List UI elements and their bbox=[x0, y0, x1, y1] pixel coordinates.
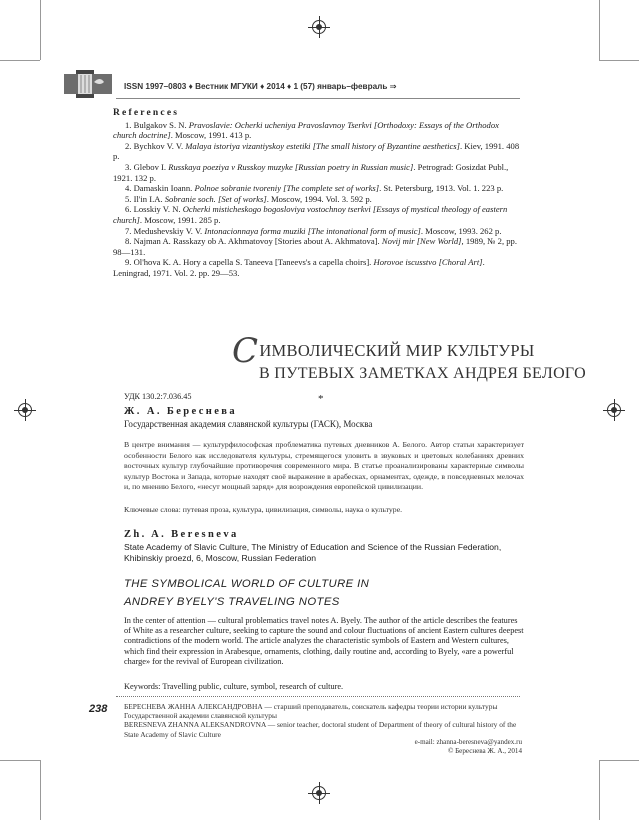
reference-title: Malaya istoriya vizantiyskoy estetiki [The small history of Byzantine aesthetics] bbox=[185, 140, 460, 151]
footer-divider bbox=[116, 696, 520, 697]
article-title-line2: В ПУТЕВЫХ ЗАМЕТКАХ АНДРЕЯ БЕЛОГО bbox=[259, 365, 586, 382]
author-note bbox=[124, 702, 524, 739]
reference-details: , 1989, № 2, pp. 98—131. bbox=[113, 236, 517, 257]
reference-item bbox=[113, 257, 523, 278]
reference-details: . Moscow, 1991. 413 p. bbox=[170, 130, 252, 141]
references-section bbox=[113, 108, 523, 279]
title-line1-rest: ИМВОЛИЧЕСКИЙ МИР КУЛЬТУРЫ bbox=[259, 341, 535, 360]
registration-mark-icon bbox=[312, 20, 326, 34]
reference-title: Intonacionnaya forma muziki [The intonational form of music] bbox=[204, 225, 421, 236]
author-name-en: Zh. A. Beresneva bbox=[124, 529, 239, 540]
article-title-en-line2: ANDREY BYELY'S TRAVELING NOTES bbox=[124, 596, 340, 608]
reference-item bbox=[113, 236, 523, 257]
crop-mark bbox=[40, 0, 41, 60]
section-separator: * bbox=[318, 393, 324, 405]
reference-author: 3. Glebov I. bbox=[125, 161, 169, 172]
author-note-ru: БЕРЕСНЕВА ЖАННА АЛЕКСАНДРОВНА — старший преподаватель, соискатель кафедры теории истории культуры Государственной академии славянской культуры bbox=[124, 702, 498, 721]
author-note-en: BERESNEVA ZHANNA ALEKSANDROVNA — senior teacher, doctoral student of Department of theory of cultural history of the State Academy of Slavic Culture bbox=[124, 720, 517, 739]
reference-author: 7. Medushevskiy V. V. bbox=[125, 225, 205, 236]
page-number: 238 bbox=[89, 703, 108, 715]
reference-details: . Leningrad, 1971. Vol. 2. pp. 29—53. bbox=[113, 257, 485, 278]
registration-mark-icon bbox=[312, 786, 326, 800]
reference-item bbox=[113, 183, 523, 194]
reference-title: Polnoe sobranie tvoreniy [The complete set of works] bbox=[194, 183, 380, 194]
reference-details: . St. Petersburg, 1913. Vol. 1. 223 p. bbox=[379, 183, 504, 194]
author-name-ru: Ж. А. Береснева bbox=[124, 406, 237, 417]
abstract-en: In the center of attention — cultural problematics travel notes A. Byely. The author of the article describes the features of White as a researcher culture, seeking to capture the sound and colour fluctuations of ancient Eastern cultures deepest contradictions of the modern world. The article analyzes the characteristic symbols of Eastern and Western cultures, which find their expression in Arabesque, ornaments, clothing, daily routine and, according to Byely, «are a powerful charge» for the revival of European civilization. bbox=[124, 616, 524, 666]
reference-title: Novij mir [New World] bbox=[381, 236, 462, 247]
reference-author: 5. Il'in I.A. bbox=[125, 193, 165, 204]
reference-author: 8. Najman A. Rasskazy ob A. Akhmatovoy [Stories about A. Akhmatova]. bbox=[125, 236, 382, 247]
author-email: e-mail: zhanna-beresneva@yandex.ru bbox=[414, 738, 522, 746]
references-list bbox=[113, 120, 523, 279]
keywords-ru: Ключевые слова: путевая проза, культура, цивилизация, символы, наука о культуре. bbox=[124, 505, 403, 514]
udk-code: УДК 130.2:7.036.45 bbox=[124, 392, 192, 401]
reference-item bbox=[113, 141, 523, 162]
crop-mark bbox=[599, 760, 600, 820]
reference-title: Ocherki misticheskogo bogosloviya vostochnoy tserkvi [Essays of mystical theology of eastern church] bbox=[113, 204, 508, 225]
crop-mark bbox=[599, 760, 639, 761]
abstract-ru: В центре внимания — культурфилософская проблематика путевых дневников А. Белого. Автор статьи характеризует особенности Белого как исследователя культуры, стремящегося уловить в звуковых и цветовых колебаниях древних восточных культур глубочайшие противоречия современного мира. В статье проанализированы характерные символы культур Востока и Запада, которые находят своё выражение в арабесках, орнаментах, одежде, в повседневных мелочах и, по мнению Белого, «несут мощный заряд» для возрождения европейской цивилизации. bbox=[124, 440, 524, 492]
reference-author: 6. Losskiy V. N. bbox=[125, 204, 183, 215]
reference-author: 1. Bulgakov S. N. bbox=[125, 119, 189, 130]
reference-details: . Kiev, 1991. 408 p. bbox=[113, 140, 520, 162]
crop-mark bbox=[0, 760, 40, 761]
reference-author: 4. Damaskin Ioann. bbox=[125, 183, 195, 194]
reference-details: . Moscow, 1993. 262 p. bbox=[420, 225, 502, 236]
contact-block bbox=[330, 738, 522, 756]
copyright: © Береснева Ж. А., 2014 bbox=[447, 747, 522, 756]
reference-details: . Moscow, 1994. Vol. 3. 592 p. bbox=[266, 193, 372, 204]
reference-author: 2. Bychkov V. V. bbox=[125, 140, 186, 151]
keywords-en: Keywords: Travelling public, culture, symbol, research of culture. bbox=[124, 682, 344, 691]
reference-item bbox=[113, 162, 523, 183]
reference-item bbox=[113, 120, 523, 141]
affiliation-ru: Государственная академия славянской культуры (ГАСК), Москва bbox=[124, 419, 373, 429]
reference-details: . Moscow, 1991. 285 p. bbox=[139, 214, 221, 225]
title-initial: С bbox=[232, 331, 259, 371]
crop-mark bbox=[0, 60, 40, 61]
registration-mark-icon bbox=[18, 403, 32, 417]
reference-title: Sobranie soch. [Set of works] bbox=[164, 193, 267, 204]
references-heading: References bbox=[113, 108, 180, 118]
reference-title: Russkaya poeziya v Russkoy muzyke [Russian poetry in Russian music] bbox=[168, 161, 414, 172]
crop-mark bbox=[599, 0, 600, 60]
journal-header: ISSN 1997–0803 ♦ Вестник МГУКИ ♦ 2014 ♦ 1 (57) январь–февраль ⇒ bbox=[124, 82, 397, 91]
reference-item bbox=[113, 194, 523, 205]
reference-item bbox=[113, 204, 523, 225]
reference-details: . Petrograd: Gosizdat Publ., 1921. 132 p. bbox=[113, 161, 509, 183]
column-logo-icon bbox=[64, 68, 118, 100]
reference-title: Pravoslavie: Ocherki ucheniya Pravoslavnoy Tserkvi [Orthodoxy: Essays of the Orthodox church doctrine] bbox=[113, 119, 499, 141]
affiliation-en: State Academy of Slavic Culture, The Ministry of Education and Science of the Russian Federation, Khibinskiy proezd, 6, Moscow, Russian Federation bbox=[124, 542, 502, 563]
article-title-en-line1: THE SYMBOLICAL WORLD OF CULTURE IN bbox=[124, 578, 370, 590]
crop-mark bbox=[40, 760, 41, 820]
reference-item bbox=[113, 226, 523, 237]
reference-title: Horovoe iscusstvo [Choral Art] bbox=[373, 257, 483, 268]
reference-author: 9. Ol'hova K. A. Hory a capella S. Taneeva [Taneevs's a capella choirs]. bbox=[125, 257, 374, 268]
header-divider bbox=[116, 98, 520, 99]
crop-mark bbox=[599, 60, 639, 61]
registration-mark-icon bbox=[607, 403, 621, 417]
